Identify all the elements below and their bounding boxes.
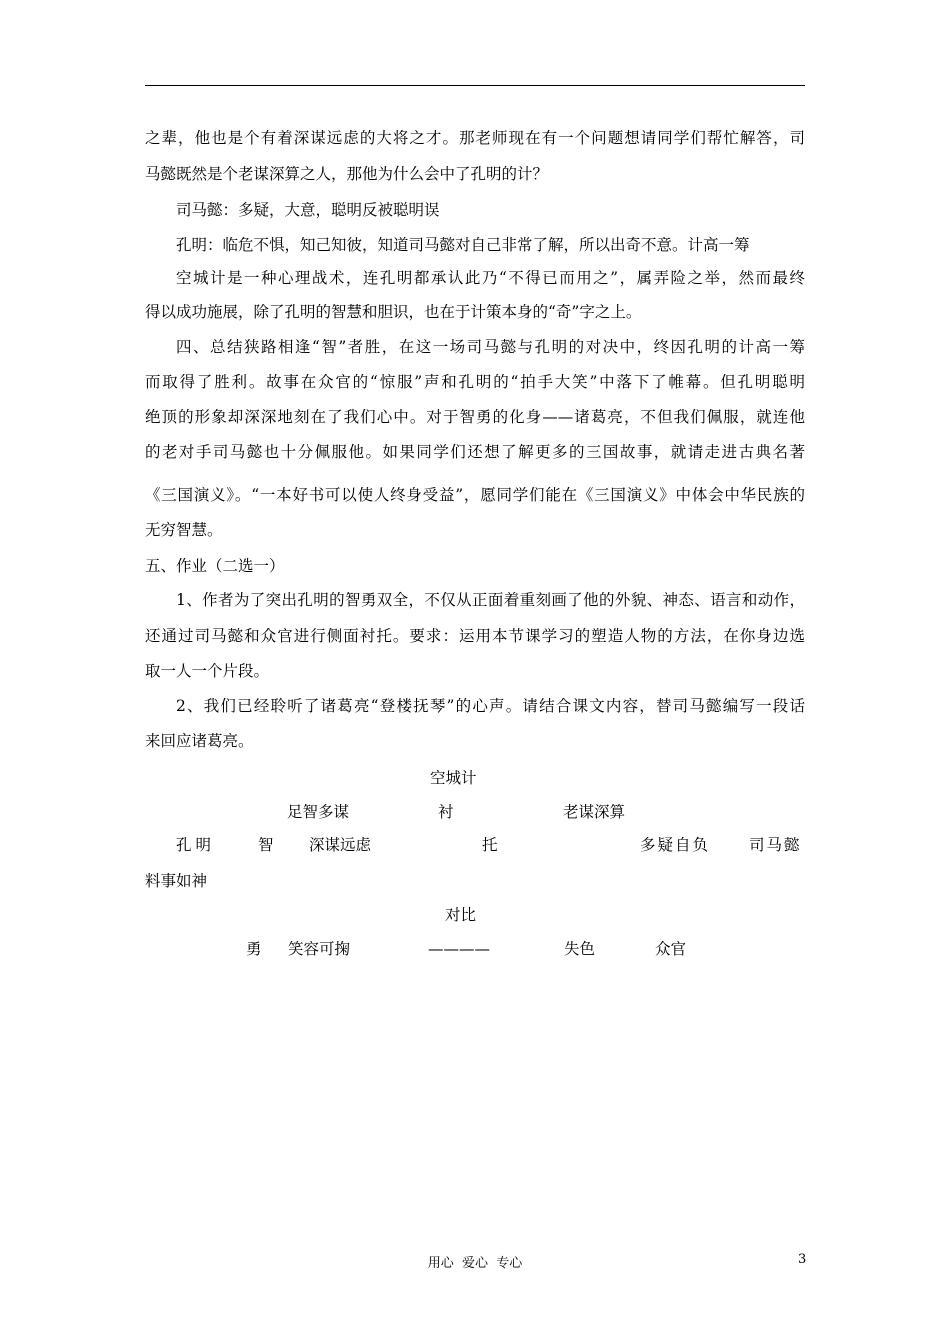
diagram-text: 托 (482, 836, 498, 854)
page-footer: 用心 爱心 专心 (427, 1256, 523, 1271)
paragraph-line: 《三国演义》。“一本好书可以使人终身受益”，愿同学们能在《三国演义》中体会中华民族的 (145, 486, 805, 504)
paragraph-line: 的老对手司马懿也十分佩服他。如果同学们还想了解更多的三国故事，就请走进古典名著 (145, 443, 805, 461)
diagram-text: 深谋远虑 (309, 836, 372, 854)
paragraph-line: 四、总结狭路相逢“智”者胜，在这一场司马懿与孔明的对决中，终因孔明的计高一筹 (176, 338, 805, 356)
paragraph-line: 1、作者为了突出孔明的智勇双全，不仅从正面着重刻画了他的外貌、神态、语言和动作， (176, 591, 805, 609)
diagram-title: 空城计 (430, 769, 477, 787)
diagram-text: 众官 (655, 940, 687, 958)
diagram-text: 老谋深算 (563, 803, 626, 821)
diagram-text: 笑容可掬 (288, 940, 351, 958)
diagram-text: 失色 (564, 940, 596, 958)
paragraph-line: 司马懿：多疑，大意，聪明反被聪明误 (176, 201, 440, 219)
diagram-text: 衬 (438, 803, 454, 821)
diagram-text: 智 (258, 836, 274, 854)
paragraph-line: 孔明：临危不惧，知己知彼，知道司马懿对自己非常了解，所以出奇不意。计高一筹 (176, 236, 750, 254)
paragraph-line: 2、我们已经聆听了诸葛亮“登楼抚琴”的心声。请结合课文内容，替司马懿编写一段话 (176, 697, 805, 715)
paragraph-line: 之辈，他也是个有着深谋远虑的大将之才。那老师现在有一个问题想请同学们帮忙解答，司 (145, 129, 805, 147)
diagram-text: 勇 (246, 940, 262, 958)
paragraph-line: 来回应诸葛亮。 (145, 732, 254, 750)
diagram-text: 孔明 (176, 836, 216, 854)
paragraph-line: 马懿既然是个老谋深算之人，那他为什么会中了孔明的计？ (145, 165, 549, 183)
paragraph-line: 绝顶的形象却深深地刻在了我们心中。对于智勇的化身——诸葛亮，不但我们佩服，就连他 (145, 408, 805, 426)
diagram-text: 多疑自负 (640, 836, 711, 854)
paragraph-line: 还通过司马懿和众官进行侧面衬托。要求：运用本节课学习的塑造人物的方法，在你身边选 (145, 627, 805, 645)
diagram-text: 对比 (445, 906, 477, 924)
page-number: 3 (798, 1252, 807, 1267)
diagram-text: 料事如神 (145, 872, 208, 890)
paragraph-line: 取一人一个片段。 (145, 662, 270, 680)
paragraph-line: 无穷智慧。 (145, 521, 223, 539)
paragraph-line: 空城计是一种心理战术，连孔明都承认此乃“不得已而用之”，属弄险之举，然而最终 (176, 269, 805, 287)
diagram-text: 足智多谋 (287, 803, 350, 821)
header-rule (145, 85, 805, 86)
diagram-text: 司马懿 (749, 836, 802, 854)
paragraph-line: 得以成功施展，除了孔明的智慧和胆识，也在于计策本身的“奇”字之上。 (145, 303, 642, 321)
diagram-text: ———— (428, 940, 490, 958)
paragraph-line: 而取得了胜利。故事在众官的“惊服”声和孔明的“拍手大笑”中落下了帷幕。但孔明聪明 (145, 373, 805, 391)
section-heading: 五、作业（二选一） (145, 557, 285, 575)
